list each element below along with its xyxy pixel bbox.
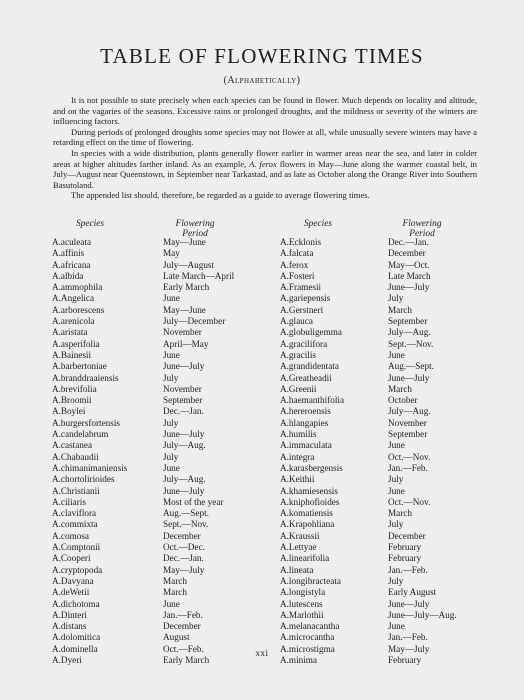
species-name: A.Comptonii [52,542,101,553]
species-name: A.longibracteata [280,575,341,586]
flowering-period: December [163,530,201,541]
species-name: A.hereroensis [280,406,331,417]
species-name: A.karasbergensis [280,462,343,473]
species-name: A.distans [52,621,87,632]
species-name: A.Broomii [52,395,92,406]
species-name: A.integra [280,451,315,462]
flowering-period: November [163,327,202,338]
species-name: A.komatiensis [280,508,333,519]
species-header-label: Species [75,219,105,229]
species-name: A.Marlothii [280,609,324,620]
species-name: A.burgersfortensis [52,417,120,428]
flowering-period: Late March—April [163,270,235,281]
species-name: A.lutescens [280,598,323,609]
species-name: A.branddraaiensis [52,372,119,383]
flowering-period: June [388,349,405,360]
page-number: xxi [255,648,269,658]
flowering-period: Oct.—Feb. [163,643,204,654]
flowering-period: Late March [388,270,431,281]
species-name: A.immaculata [280,440,332,451]
species-name: A.ciliaris [52,496,86,507]
species-name: A.Fosteri [280,270,315,281]
species-name: A.Greatheadii [280,372,332,383]
species-name: A.khamiesensis [280,485,338,496]
flowering-period: June [163,349,180,360]
flowering-period: September [163,395,203,406]
species-name: A.Keithii [280,474,315,485]
flowering-period: Jan.—Feb. [388,632,428,643]
species-name: A.gariepensis [280,293,331,304]
species-name: A.chortolirioides [52,474,115,485]
species-name: A.Angelica [52,293,95,304]
species-name: A.ferox [280,259,309,270]
period-header-line2: Period [182,229,208,240]
intro-paragraph: During periods of prolonged droughts some species may not flower at all, while unusually severe winters may have a retarding effect on the time of flowering. [53,126,477,148]
flowering-period: September [388,429,428,440]
species-name: A.Davyana [52,575,94,586]
species-name: A.barbertoniae [52,361,107,372]
flowering-period: June [163,293,180,304]
species-name: A.haemanthifolia [280,395,345,406]
intro-text-span: flowers in May—June along the warmer coastal belt, in July—August near Queenstown, in September near Tarkastad, and as late as October along the Orange River into Southern Basutoland. [53,158,477,190]
flowering-period: Jan.—Feb. [388,564,428,575]
page-title: TABLE OF FLOWERING TIMES [100,44,424,68]
flowering-period: March [388,508,412,519]
flowering-period: July [163,451,179,462]
species-name: A.arenicola [52,316,95,327]
species-name: A.dichotoma [52,598,100,609]
species-name: A.Framesii [280,282,322,293]
flowering-period: Most of the year [163,496,224,507]
flowering-period: Dec.—Jan. [388,237,429,247]
flowering-period: May—June [163,304,206,315]
flowering-period: March [388,383,412,394]
flowering-period: May—July [163,564,205,575]
flowering-period: July [388,293,404,304]
flowering-period: Oct.—Dec. [163,542,205,553]
flowering-period: October [388,395,418,406]
right-species-column [280,237,344,666]
left-species-column [52,237,127,666]
flowering-period: June—July [388,372,430,383]
flowering-period: Early March [163,654,210,665]
flowering-period: December [388,530,426,541]
species-header-label: Species [303,219,333,229]
species-name: A.affinis [52,248,85,259]
period-header-line1: Flowering [402,219,442,229]
species-name: A.grandidentata [280,361,339,372]
species-name: A.asperifolia [52,338,100,349]
species-name: A.claviflora [52,508,97,519]
flowering-period: June—July [388,282,430,293]
species-name: A.Chabaudii [52,451,99,462]
flowering-period: Dec.—Jan. [163,553,204,564]
flowering-period: April—May [163,338,209,349]
flowering-period: May [163,248,180,259]
flowering-period: Jan.—Feb. [163,609,203,620]
flowering-period: Jan.—Feb. [388,462,428,473]
flowering-period: Early March [163,282,210,293]
flowering-period: June [388,621,405,632]
species-name: A.commixta [52,519,98,530]
flowering-period: July [388,519,404,530]
species-name: A.brevifolia [52,383,97,394]
species-name: A.candelabrum [52,429,109,440]
species-name: A.dominella [52,643,98,654]
species-name: A.chimanimaniensis [52,462,128,473]
intro-paragraph: The appended list should, therefore, be regarded as a guide to average flowering times. [71,190,370,201]
flowering-period: Oct.—Nov. [388,496,431,507]
species-name: A.longistyla [280,587,326,598]
intro-paragraph [53,148,477,190]
flowering-period: Aug.—Sept. [388,361,434,372]
species-header [52,219,128,229]
species-name: A.humilis [280,429,317,440]
flowering-period: June [163,598,180,609]
flowering-period: August [163,632,190,643]
intro-text [53,95,477,201]
intro-paragraph: It is not possible to state precisely when each species can be found in flower. Much depends on locality and altitude, and on the vagaries of the seasons. Excessive rains or prolonged droughts, and the mildness or severity of the winters are influencing factors. [53,95,477,127]
species-name: A.arborescens [52,304,105,315]
flowering-period: November [388,417,427,428]
species-name: A.Krapohliana [280,519,335,530]
flowering-period: November [163,383,202,394]
species-name: A.globuligemma [280,327,343,338]
species-name: A.melanacantha [280,621,340,632]
flowering-period: June—July [163,485,205,496]
page-subtitle: (Alphabetically) [223,75,301,86]
species-name: A.Greenii [280,383,317,394]
species-name: A.africana [52,259,91,270]
species-name: A.Cooperi [52,553,91,564]
flowering-period: Dec.—Jan. [163,406,204,417]
flowering-period: February [388,542,422,553]
period-header-line1: Flowering [175,219,215,229]
species-name: A.castanea [52,440,93,451]
species-name: A.hlangapies [280,417,329,428]
species-header [280,219,356,229]
flowering-period: June—July [388,598,430,609]
flowering-period: March [163,575,187,586]
flowering-period: July—Aug. [388,327,431,338]
flowering-period: July—Aug. [163,474,206,485]
species-name: A.albida [52,270,84,281]
species-name: A.falcata [280,248,314,259]
species-name: A.comosa [52,530,89,541]
species-name: A.linearifolia [280,553,330,564]
flowering-period: September [388,316,428,327]
flowering-period: December [388,248,426,259]
flowering-period: July [163,417,179,428]
flowering-period: Sept.—Nov. [388,338,434,349]
species-name: A.glauca [280,316,313,327]
species-name: A.gracilis [280,349,316,360]
species-name: A.Kraussii [280,530,320,541]
species-name: A.Dinteri [52,609,87,620]
species-name: A.Gerstneri [280,304,324,315]
species-name: A.Christianii [52,485,100,496]
flowering-period: July—Aug. [388,406,431,417]
species-name: A.dolomitica [52,632,101,643]
flowering-period: June—July [163,361,205,372]
flowering-period: May—Oct. [388,259,430,270]
species-name: A.aculeata [52,237,92,247]
flowering-period: July—Aug. [163,440,206,451]
species-example: A. ferox [249,158,277,169]
species-name: A.microcantha [280,632,335,643]
flowering-period: May—June [163,237,206,247]
flowering-period: June [388,485,405,496]
species-name: A.Ecklonis [280,237,322,247]
flowering-period: December [163,621,201,632]
flowering-period: Aug.—Sept. [163,508,209,519]
flowering-period: May—July [388,643,430,654]
flowering-period: June—July [163,429,205,440]
species-name: A.Boylei [52,406,86,417]
period-header-line2: Period [409,229,435,240]
right-period-column [388,237,457,666]
flowering-period: July [163,372,179,383]
flowering-period: July [388,474,404,485]
species-name: A.Bainesii [52,349,92,360]
flowering-period: March [163,587,187,598]
flowering-period: July—August [163,259,215,270]
flowering-period: June [163,462,180,473]
flowering-period: February [388,553,422,564]
species-name: A.lineata [280,564,314,575]
species-name: A.kniphofioides [280,496,340,507]
left-period-column [163,237,234,666]
species-name: A.ammophila [52,282,103,293]
flowering-period: June—July—Aug. [388,609,457,620]
species-name: A.minima [280,654,318,665]
species-name: A.Lettyae [280,542,317,553]
species-name: A.aristata [52,327,88,338]
species-name: A.gracilifora [280,338,328,349]
flowering-period: July [388,575,404,586]
species-name: A.deWetii [52,587,90,598]
flowering-period: Early August [388,587,437,598]
species-name: A.microstigma [280,643,335,654]
flowering-period: July—December [163,316,226,327]
species-name: A.Dyeri [52,654,82,665]
flowering-period: June [388,440,405,451]
intro-text-span: In species with a wide distribution, plants generally flower earlier in warmer areas near the sea, and later in colder areas at higher altitudes farther inland. As an example, [53,147,477,169]
flowering-period: Sept.—Nov. [163,519,209,530]
flowering-period: Oct.—Nov. [388,451,431,462]
species-name: A.cryptopoda [52,564,103,575]
flowering-period: March [388,304,412,315]
flowering-period: February [388,654,422,665]
